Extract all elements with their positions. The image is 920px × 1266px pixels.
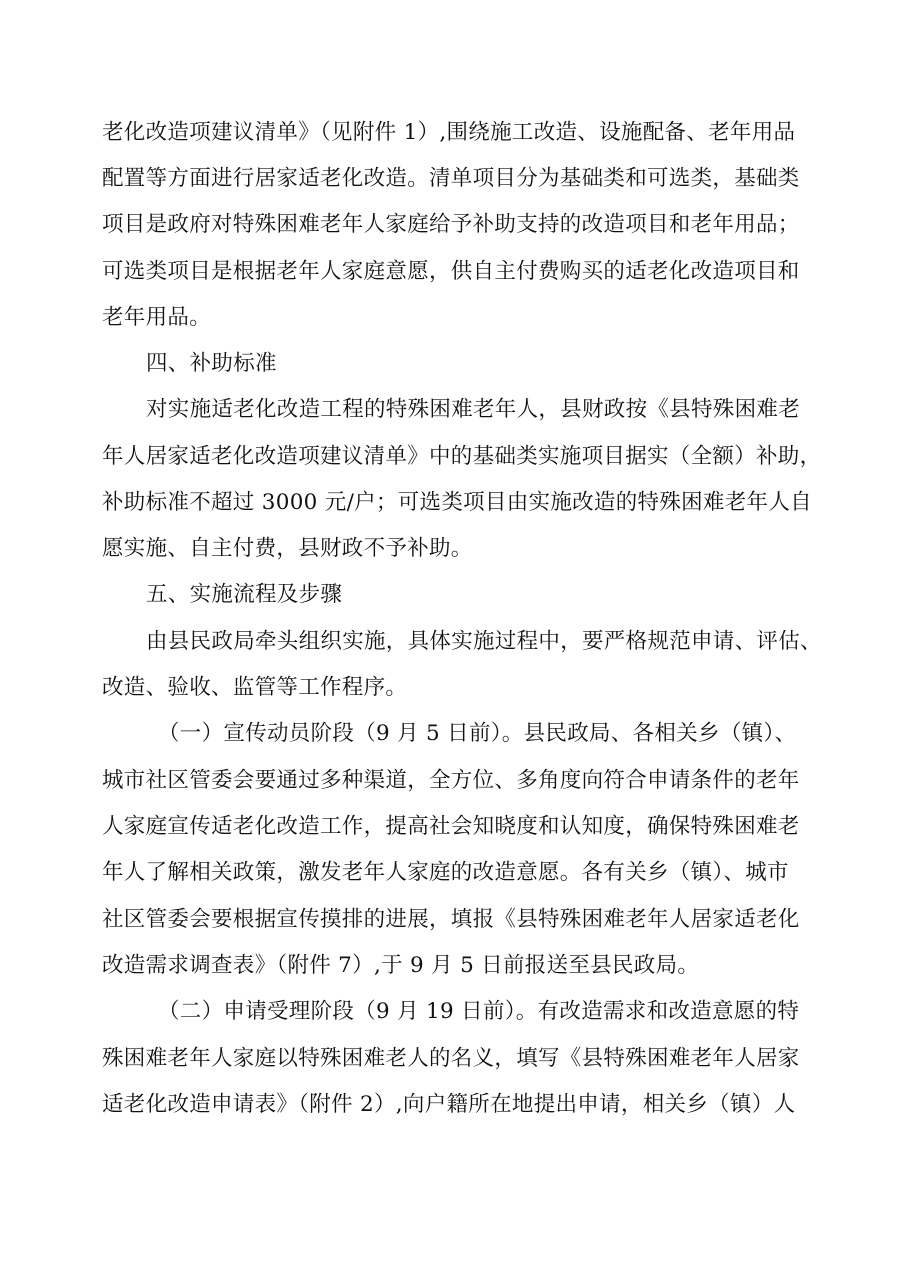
body-text-line: 社区管委会要根据宣传摸排的进展，填报《县特殊困难老年人居家适老化 [102,907,800,932]
body-text-line: 老年用品。 [102,305,212,330]
body-text-line: 改造、验收、监管等工作程序。 [102,675,408,700]
body-text-line: 年人居家适老化改造项建议清单》中的基础类实施项目据实（全额）补助， [102,444,822,469]
body-text-line: 对实施适老化改造工程的特殊困难老年人，县财政按《县特殊困难老 [146,397,801,422]
body-text-line: 由县民政局牵头组织实施，具体实施过程中，要严格规范申请、评估、 [146,629,822,654]
section-heading: 四、补助标准 [146,351,277,376]
body-text-line: 年人了解相关政策，激发老年人家庭的改造意愿。各有关乡（镇）、城市 [102,860,789,885]
body-text-line: 人家庭宣传适老化改造工作，提高社会知晓度和认知度，确保特殊困难老 [102,814,800,839]
body-text-line: 项目是政府对特殊困难老年人家庭给予补助支持的改造项目和老年用品； [102,212,800,237]
body-text-line: 殊困难老年人家庭以特殊困难老人的名义，填写《县特殊困难老年人居家 [102,1046,800,1071]
body-text-line: 老化改造项建议清单》（见附件 1）,围绕施工改造、设施配备、老年用品 [102,120,796,145]
body-text-line: 改造需求调查表》（附件 7）,于 9 月 5 日前报送至县民政局。 [102,953,700,978]
subsection-heading: （二）申请受理阶段（9 月 19 日前）。有改造需求和改造意愿的特 [158,999,800,1024]
body-text-line: 适老化改造申请表》（附件 2）,向户籍所在地提出申请，相关乡（镇）人 [102,1092,796,1117]
subsection-heading: （一）宣传动员阶段（9 月 5 日前）。县民政局、各相关乡（镇）、 [158,721,797,746]
body-text-line: 可选类项目是根据老年人家庭意愿，供自主付费购买的适老化改造项目和 [102,259,800,284]
section-heading: 五、实施流程及步骤 [146,582,343,607]
body-text-line: 补助标准不超过 3000 元/户；可选类项目由实施改造的特殊困难老年人自 [102,490,812,515]
body-text-line: 愿实施、自主付费，县财政不予补助。 [102,536,473,561]
body-text-line: 配置等方面进行居家适老化改造。清单项目分为基础类和可选类，基础类 [102,166,800,191]
body-text-line: 城市社区管委会要通过多种渠道，全方位、多角度向符合申请条件的老年 [102,768,800,793]
